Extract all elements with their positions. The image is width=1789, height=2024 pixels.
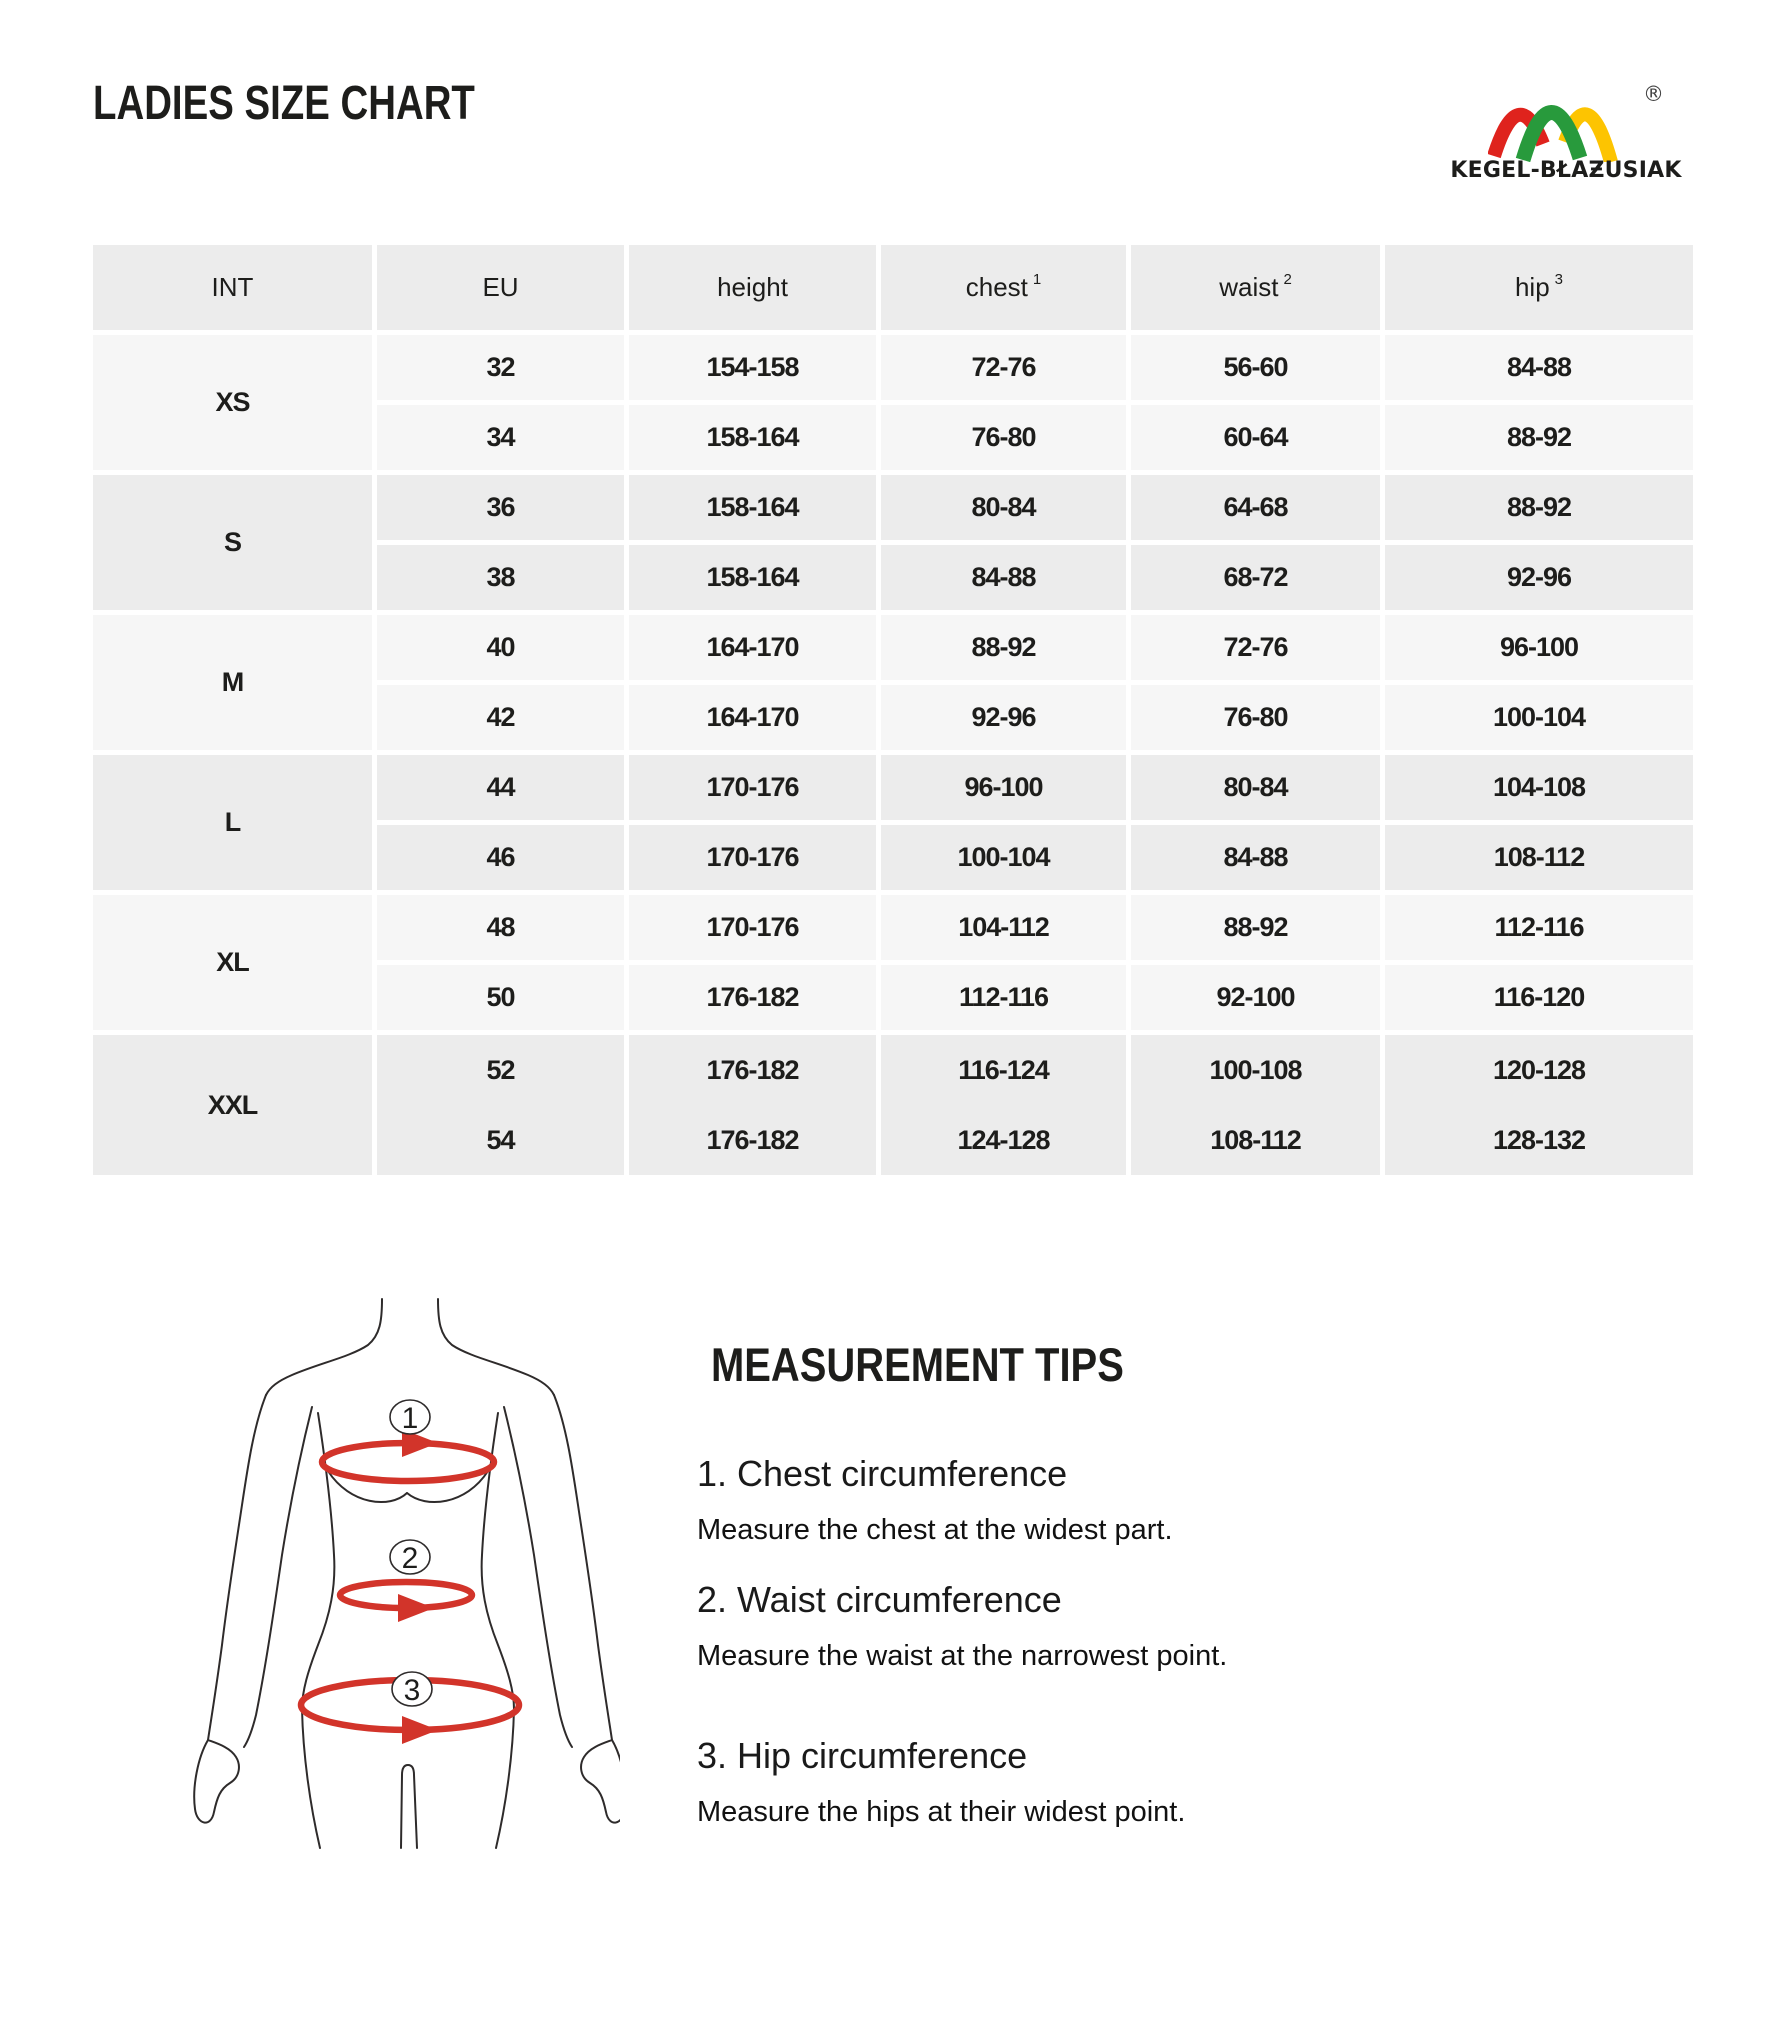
cell-chest: 92-96 <box>881 685 1131 755</box>
hip-arrow-icon <box>402 1716 438 1744</box>
cell-waist: 100-108 <box>1131 1035 1385 1105</box>
cell-eu: 36 <box>377 475 629 545</box>
cell-waist: 108-112 <box>1131 1105 1385 1175</box>
cell-chest: 112-116 <box>881 965 1131 1035</box>
waist-marker-number: 2 <box>401 1542 419 1575</box>
cell-eu: 54 <box>377 1105 629 1175</box>
cell-hip: 128-132 <box>1385 1105 1693 1175</box>
cell-eu: 44 <box>377 755 629 825</box>
cell-height: 154-158 <box>629 335 881 405</box>
col-header-height: height <box>629 245 881 335</box>
cell-hip: 108-112 <box>1385 825 1693 895</box>
tip-title-chest: 1. Chest circumference <box>697 1453 1068 1494</box>
cell-height: 176-182 <box>629 1035 881 1105</box>
col-header-int: INT <box>93 245 377 335</box>
cell-hip: 84-88 <box>1385 335 1693 405</box>
cell-height: 158-164 <box>629 545 881 615</box>
waist-arrow-icon <box>398 1594 434 1622</box>
cell-eu: 52 <box>377 1035 629 1105</box>
tip-title-hip: 3. Hip circumference <box>697 1735 1028 1776</box>
cell-height: 176-182 <box>629 965 881 1035</box>
col-header-eu: EU <box>377 245 629 335</box>
cell-int: XXL <box>93 1035 377 1175</box>
cell-eu: 40 <box>377 615 629 685</box>
tip-body-hip: Measure the hips at their widest point. <box>697 1796 1186 1828</box>
cell-chest: 80-84 <box>881 475 1131 545</box>
cell-waist: 56-60 <box>1131 335 1385 405</box>
cell-hip: 116-120 <box>1385 965 1693 1035</box>
table-row <box>93 755 1693 825</box>
cell-waist: 64-68 <box>1131 475 1385 545</box>
table-row <box>93 335 1693 405</box>
logo-green-arch <box>1523 112 1580 160</box>
cell-height: 158-164 <box>629 405 881 475</box>
cell-eu: 32 <box>377 335 629 405</box>
cell-int: XL <box>93 895 377 1035</box>
tip-title-waist: 2. Waist circumference <box>697 1579 1062 1620</box>
cell-hip: 88-92 <box>1385 475 1693 545</box>
cell-waist: 80-84 <box>1131 755 1385 825</box>
cell-int: L <box>93 755 377 895</box>
brand-logo-arches-icon <box>1488 78 1628 162</box>
cell-hip: 92-96 <box>1385 545 1693 615</box>
group-xs <box>93 335 1693 475</box>
cell-height: 170-176 <box>629 895 881 965</box>
cell-eu: 46 <box>377 825 629 895</box>
col-header-waist: waist $^2$ <box>1131 245 1385 335</box>
header-row <box>93 245 1693 335</box>
col-header-chest: chest $^1$ <box>881 245 1131 335</box>
cell-eu: 34 <box>377 405 629 475</box>
cell-waist: 84-88 <box>1131 825 1385 895</box>
cell-height: 176-182 <box>629 1105 881 1175</box>
brand-name: KEGEL-BŁAƵUSIAK <box>1450 158 1682 183</box>
tip-body-waist: Measure the waist at the narrowest point. <box>697 1640 1228 1672</box>
group-m <box>93 615 1693 755</box>
cell-height: 164-170 <box>629 685 881 755</box>
cell-height: 170-176 <box>629 825 881 895</box>
tip-body-chest: Measure the chest at the widest part. <box>697 1514 1173 1546</box>
cell-waist: 76-80 <box>1131 685 1385 755</box>
cell-eu: 48 <box>377 895 629 965</box>
col-header-hip: hip $^3$ <box>1385 245 1693 335</box>
cell-height: 158-164 <box>629 475 881 545</box>
table-row <box>93 895 1693 965</box>
cell-hip: 96-100 <box>1385 615 1693 685</box>
tips-heading: MEASUREMENT TIPS <box>711 1338 1124 1391</box>
cell-chest: 104-112 <box>881 895 1131 965</box>
cell-chest: 88-92 <box>881 615 1131 685</box>
cell-int: S <box>93 475 377 615</box>
cell-chest: 72-76 <box>881 335 1131 405</box>
cell-height: 170-176 <box>629 755 881 825</box>
cell-waist: 88-92 <box>1131 895 1385 965</box>
group-xxl <box>93 1035 1693 1175</box>
cell-hip: 104-108 <box>1385 755 1693 825</box>
cell-eu: 50 <box>377 965 629 1035</box>
registered-trademark-icon: ® <box>1643 82 1664 106</box>
table-row <box>93 1035 1693 1105</box>
cell-chest: 76-80 <box>881 405 1131 475</box>
cell-int: XS <box>93 335 377 475</box>
cell-hip: 120-128 <box>1385 1035 1693 1105</box>
cell-int: M <box>93 615 377 755</box>
measurement-tips-section <box>697 1340 1477 1830</box>
cell-eu: 42 <box>377 685 629 755</box>
cell-chest: 116-124 <box>881 1035 1131 1105</box>
chest-marker-number: 1 <box>401 1402 419 1435</box>
cell-waist: 60-64 <box>1131 405 1385 475</box>
page-title <box>93 76 570 131</box>
cell-chest: 96-100 <box>881 755 1131 825</box>
hip-marker-number: 3 <box>403 1674 421 1707</box>
cell-chest: 84-88 <box>881 545 1131 615</box>
size-table-header <box>93 245 1693 335</box>
group-xl <box>93 895 1693 1035</box>
table-row <box>93 615 1693 685</box>
cell-height: 164-170 <box>629 615 881 685</box>
cell-chest: 124-128 <box>881 1105 1131 1175</box>
group-l <box>93 755 1693 895</box>
body-measurement-figure <box>150 1295 620 1855</box>
cell-hip: 88-92 <box>1385 405 1693 475</box>
cell-waist: 68-72 <box>1131 545 1385 615</box>
group-s <box>93 475 1693 615</box>
size-table <box>93 245 1693 1175</box>
cell-hip: 100-104 <box>1385 685 1693 755</box>
cell-eu: 38 <box>377 545 629 615</box>
cell-hip: 112-116 <box>1385 895 1693 965</box>
cell-chest: 100-104 <box>881 825 1131 895</box>
table-row <box>93 475 1693 545</box>
page-title-text: LADIES SIZE CHART <box>93 77 475 130</box>
cell-waist: 72-76 <box>1131 615 1385 685</box>
cell-waist: 92-100 <box>1131 965 1385 1035</box>
